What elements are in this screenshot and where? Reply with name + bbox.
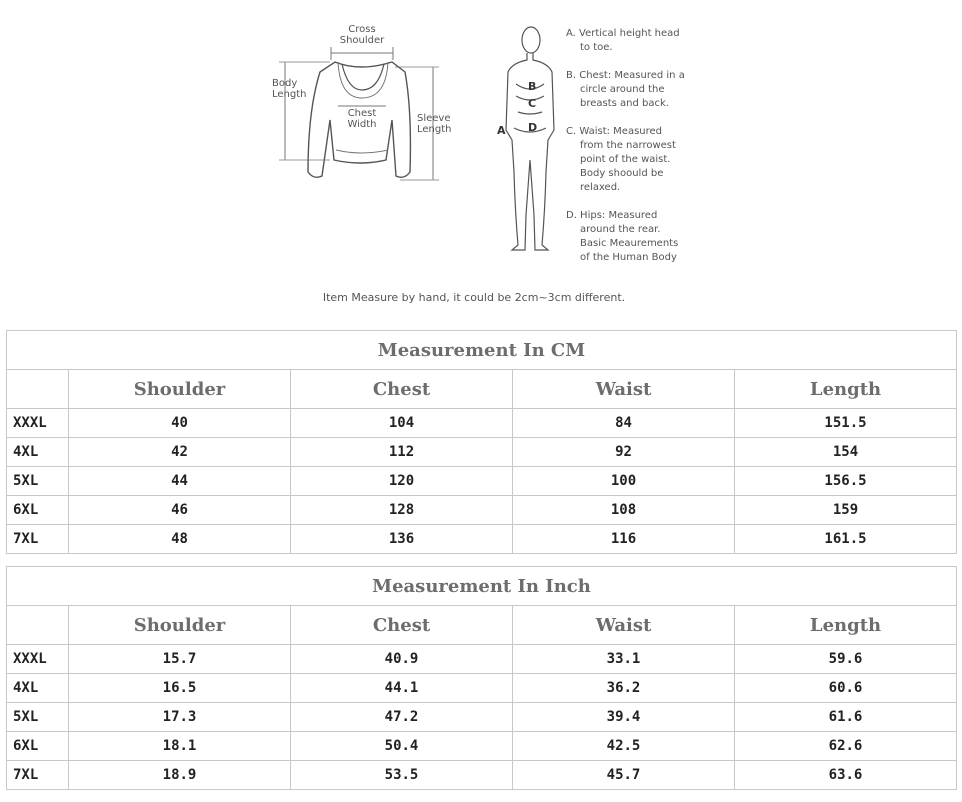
value-cell: 161.5 — [735, 525, 957, 554]
value-cell: 42.5 — [513, 732, 735, 761]
cm-header-length: Length — [735, 370, 957, 409]
table-row — [7, 703, 957, 732]
size-cell: 4XL — [7, 438, 69, 467]
size-cell: 6XL — [7, 732, 69, 761]
value-cell: 42 — [69, 438, 291, 467]
inch-table — [6, 566, 957, 790]
value-cell: 112 — [291, 438, 513, 467]
size-cell: XXXL — [7, 409, 69, 438]
note-c-line4: Body shoould be — [580, 168, 664, 179]
size-cell: XXXL — [7, 645, 69, 674]
inch-table-title: Measurement In Inch — [7, 567, 957, 606]
letter-d: D — [528, 121, 538, 134]
inch-header-empty — [7, 606, 69, 645]
size-cell: 7XL — [7, 525, 69, 554]
size-cell: 4XL — [7, 674, 69, 703]
value-cell: 128 — [291, 496, 513, 525]
cm-table — [6, 330, 957, 554]
table-row — [7, 438, 957, 467]
note-a-line1: A. Vertical height head — [566, 28, 680, 39]
note-d-line4: of the Human Body — [580, 252, 677, 263]
value-cell: 39.4 — [513, 703, 735, 732]
cm-header-waist: Waist — [513, 370, 735, 409]
value-cell: 63.6 — [735, 761, 957, 790]
note-c-line2: from the narrowest — [580, 140, 676, 151]
size-diagram — [0, 0, 962, 320]
table-row — [7, 496, 957, 525]
value-cell: 36.2 — [513, 674, 735, 703]
value-cell: 44.1 — [291, 674, 513, 703]
note-a — [566, 27, 696, 55]
table-row — [7, 409, 957, 438]
value-cell: 116 — [513, 525, 735, 554]
table-row — [7, 467, 957, 496]
table-row — [7, 732, 957, 761]
value-cell: 40 — [69, 409, 291, 438]
note-a-line2: to toe. — [580, 42, 613, 53]
note-d — [566, 209, 696, 265]
value-cell: 17.3 — [69, 703, 291, 732]
letter-c: C — [528, 97, 537, 110]
value-cell: 108 — [513, 496, 735, 525]
value-cell: 50.4 — [291, 732, 513, 761]
value-cell: 104 — [291, 409, 513, 438]
value-cell: 33.1 — [513, 645, 735, 674]
cross-shoulder-label: Cross Shoulder — [339, 24, 385, 46]
value-cell: 61.6 — [735, 703, 957, 732]
sweater-illustration — [0, 0, 962, 290]
value-cell: 154 — [735, 438, 957, 467]
value-cell: 59.6 — [735, 645, 957, 674]
inch-header-chest: Chest — [291, 606, 513, 645]
measure-note: Item Measure by hand, it could be 2cm~3cm different. — [322, 291, 626, 304]
cm-table-title: Measurement In CM — [7, 331, 957, 370]
size-cell: 5XL — [7, 703, 69, 732]
table-row — [7, 761, 957, 790]
note-c — [566, 125, 696, 195]
value-cell: 16.5 — [69, 674, 291, 703]
value-cell: 100 — [513, 467, 735, 496]
table-row — [7, 645, 957, 674]
inch-header-shoulder: Shoulder — [69, 606, 291, 645]
value-cell: 151.5 — [735, 409, 957, 438]
value-cell: 62.6 — [735, 732, 957, 761]
value-cell: 40.9 — [291, 645, 513, 674]
value-cell: 45.7 — [513, 761, 735, 790]
letter-b: B — [528, 80, 537, 93]
value-cell: 60.6 — [735, 674, 957, 703]
sleeve-length-label: Sleeve Length — [417, 113, 452, 135]
note-b-line2: circle around the — [580, 84, 665, 95]
cm-header-shoulder: Shoulder — [69, 370, 291, 409]
value-cell: 47.2 — [291, 703, 513, 732]
value-cell: 120 — [291, 467, 513, 496]
note-b-line1: B. Chest: Measured in a — [566, 70, 685, 81]
value-cell: 156.5 — [735, 467, 957, 496]
body-length-label: Body Length — [272, 78, 307, 100]
note-d-line3: Basic Meaurements — [580, 238, 679, 249]
table-row — [7, 525, 957, 554]
value-cell: 18.1 — [69, 732, 291, 761]
note-d-line2: around the rear. — [580, 224, 661, 235]
letter-a: A — [497, 124, 506, 137]
chest-width-label: Chest Width — [347, 108, 377, 130]
cm-header-chest: Chest — [291, 370, 513, 409]
value-cell: 136 — [291, 525, 513, 554]
cm-header-row — [7, 370, 957, 409]
value-cell: 92 — [513, 438, 735, 467]
value-cell: 159 — [735, 496, 957, 525]
value-cell: 15.7 — [69, 645, 291, 674]
table-row — [7, 674, 957, 703]
inch-header-waist: Waist — [513, 606, 735, 645]
note-c-line5: relaxed. — [580, 182, 621, 193]
inch-header-length: Length — [735, 606, 957, 645]
size-cell: 5XL — [7, 467, 69, 496]
note-b — [566, 69, 696, 111]
size-cell: 6XL — [7, 496, 69, 525]
note-c-line3: point of the waist. — [580, 154, 671, 165]
note-c-line1: C. Waist: Measured — [566, 126, 663, 137]
inch-header-row — [7, 606, 957, 645]
value-cell: 46 — [69, 496, 291, 525]
value-cell: 53.5 — [291, 761, 513, 790]
value-cell: 84 — [513, 409, 735, 438]
note-d-line1: D. Hips: Measured — [566, 210, 658, 221]
size-cell: 7XL — [7, 761, 69, 790]
cm-header-empty — [7, 370, 69, 409]
value-cell: 44 — [69, 467, 291, 496]
value-cell: 48 — [69, 525, 291, 554]
note-b-line3: breasts and back. — [580, 98, 669, 109]
value-cell: 18.9 — [69, 761, 291, 790]
